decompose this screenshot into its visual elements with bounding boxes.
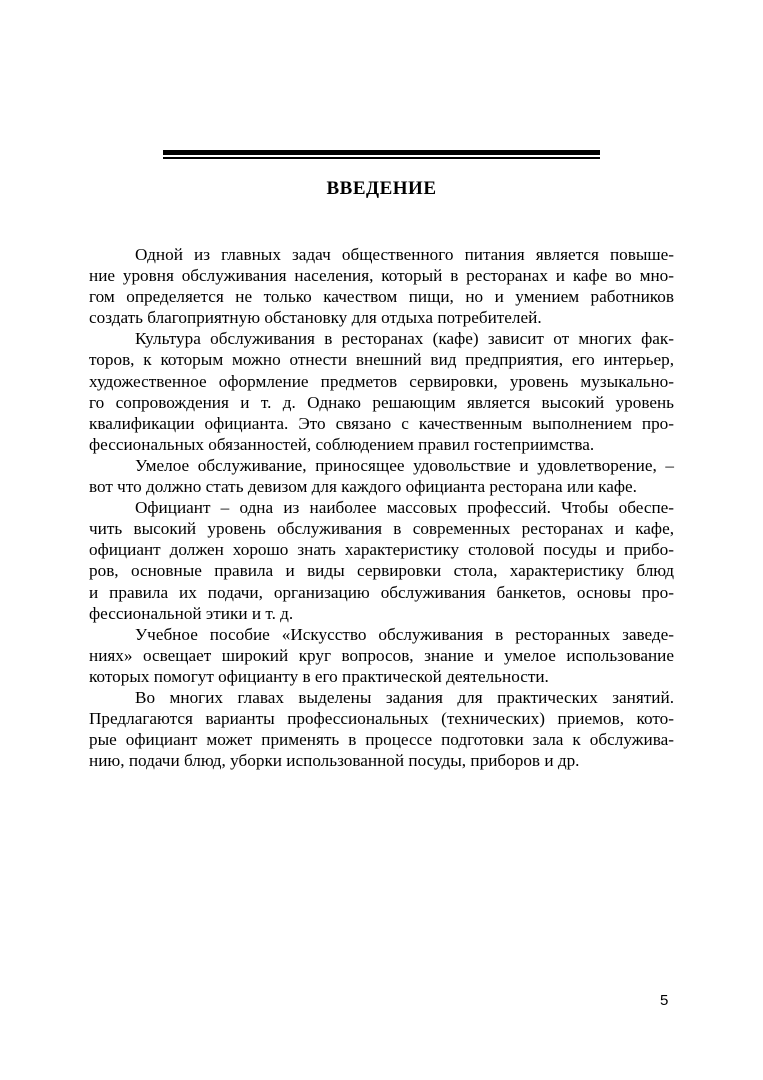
heading-rule-thick bbox=[163, 150, 600, 155]
paragraph-line: ров, основные правила и виды сервировки стола, характеристику блюд bbox=[89, 561, 674, 581]
paragraph-line: го сопровождения и т. д. Однако решающим является высокий уровень bbox=[89, 392, 674, 412]
paragraph-line: Во многих главах выделены задания для практических занятий. bbox=[135, 687, 674, 707]
paragraph-line: чить высокий уровень обслуживания в современных ресторанах и кафе, bbox=[89, 519, 674, 539]
paragraph bbox=[89, 687, 674, 771]
paragraph-line: вот что должно стать девизом для каждого официанта ресторана или кафе. bbox=[89, 477, 637, 497]
body-text bbox=[89, 244, 674, 771]
paragraph-line: гом определяется не только качеством пищи, но и умением работников bbox=[89, 287, 674, 307]
paragraph-line: нию, подачи блюд, уборки использованной посуды, приборов и др. bbox=[89, 751, 580, 771]
paragraph-line: рые официант может применять в процессе подготовки зала к обслужива- bbox=[89, 730, 674, 750]
paragraph bbox=[89, 624, 674, 687]
paragraph-line: официант должен хорошо знать характеристику столовой посуды и прибо- bbox=[89, 540, 674, 560]
heading-rule-thin bbox=[163, 157, 600, 159]
paragraph bbox=[89, 497, 674, 624]
paragraph-line: Учебное пособие «Искусство обслуживания в ресторанных заведе- bbox=[135, 624, 674, 644]
paragraph-line: квалификации официанта. Это связано с качественным выполнением про- bbox=[89, 413, 674, 433]
paragraph-line: Официант – одна из наиболее массовых профессий. Чтобы обеспе- bbox=[135, 498, 674, 518]
paragraph-line: и правила их подачи, организацию обслуживания банкетов, основы про- bbox=[89, 582, 674, 602]
paragraph-line: которых помогут официанту в его практической деятельности. bbox=[89, 666, 549, 686]
page-title: ВВЕДЕНИЕ bbox=[326, 178, 437, 199]
paragraph-line: торов, к которым можно отнести внешний вид предприятия, его интерьер, bbox=[89, 350, 674, 370]
paragraph-line: Культура обслуживания в ресторанах (кафе) зависит от многих фак- bbox=[135, 329, 674, 349]
paragraph bbox=[89, 455, 674, 497]
paragraph-line: Предлагаются варианты профессиональных (технических) приемов, кото- bbox=[89, 709, 674, 729]
paragraph-line: Умелое обслуживание, приносящее удовольствие и удовлетворение, – bbox=[135, 455, 674, 475]
paragraph-line: Одной из главных задач общественного питания является повыше- bbox=[135, 245, 674, 264]
paragraph-line: художественное оформление предметов сервировки, уровень музыкально- bbox=[89, 371, 674, 391]
paragraph bbox=[89, 244, 674, 328]
paragraph-line: фессиональной этики и т. д. bbox=[89, 603, 294, 623]
page-number: 5 bbox=[660, 992, 669, 1009]
paragraph-line: создать благоприятную обстановку для отдыха потребителей. bbox=[89, 308, 542, 328]
paragraph-line: ние уровня обслуживания населения, который в ресторанах и кафе во мно- bbox=[89, 266, 674, 286]
paragraph bbox=[89, 328, 674, 455]
paragraph-line: ниях» освещает широкий круг вопросов, знание и умелое использование bbox=[89, 645, 674, 665]
paragraph-line: фессиональных обязанностей, соблюдением правил гостеприимства. bbox=[89, 434, 595, 454]
